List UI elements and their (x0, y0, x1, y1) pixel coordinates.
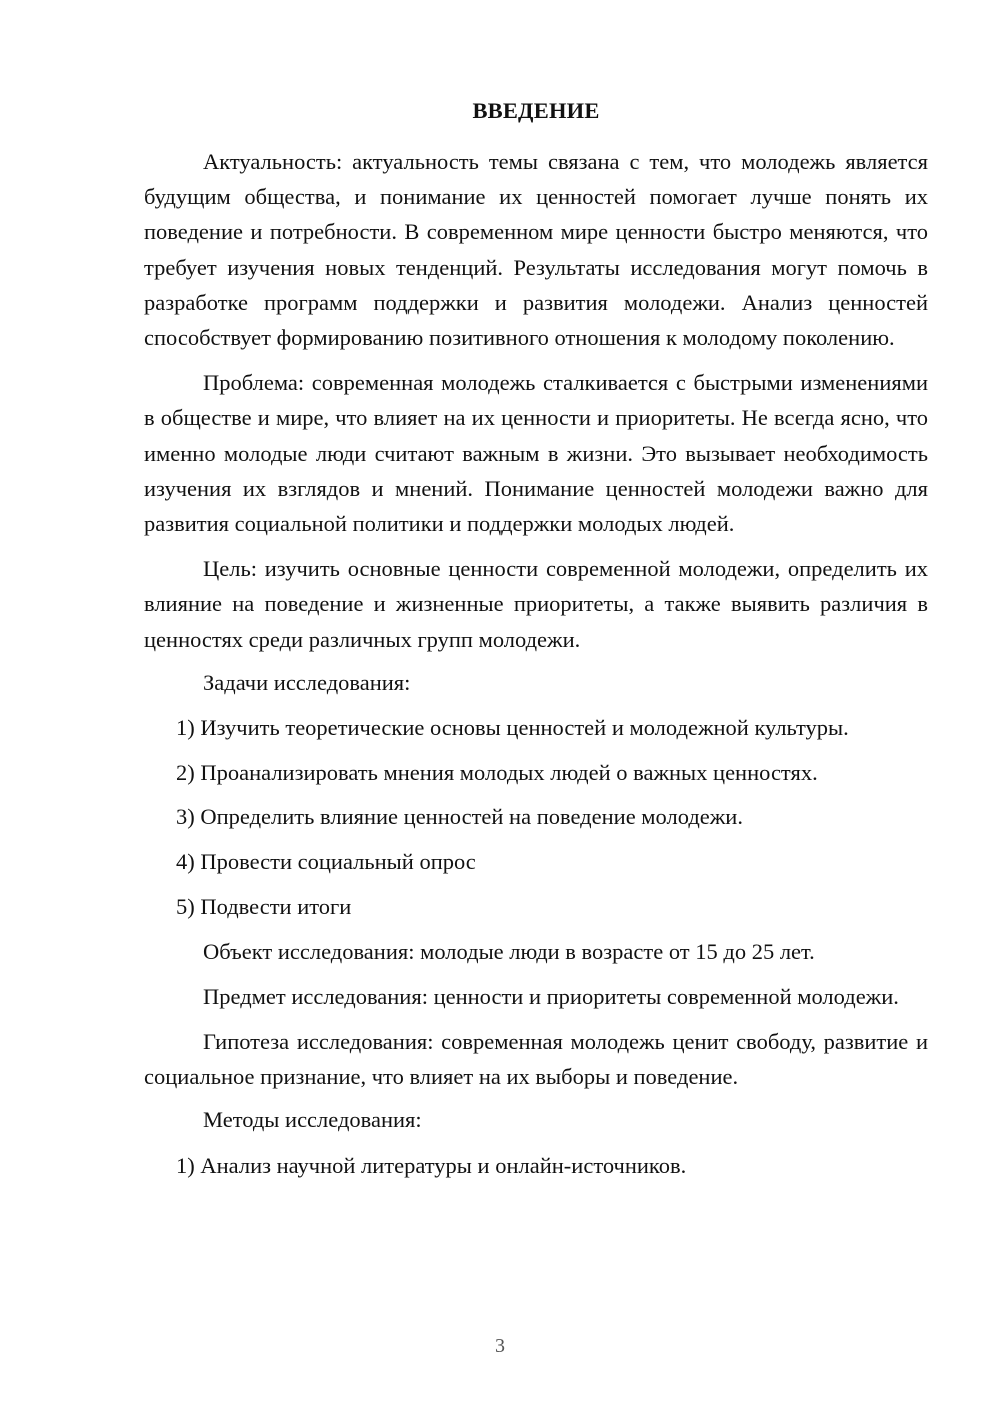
paragraph-hypothesis: Гипотеза исследования: современная молодежь ценит свободу, развитие и социальное признание, что влияет на их выборы и поведение. (144, 1028, 928, 1090)
task-item: 1) Изучить теоретические основы ценностей и молодежной культуры. (176, 715, 849, 741)
paragraph-relevance: Актуальность: актуальность темы связана с тем, что молодежь является будущим общества, и понимание их ценностей помогает лучше понять их поведение и потребности. В современном мире ценности быстро меняются, что требует изучения новых тенденций. Результаты исследования могут помочь в разработке программ поддержки и развития молодежи. Анализ ценностей способствует формированию позитивного отношения к молодому поколению. (144, 149, 928, 351)
task-item: 2) Проанализировать мнения молодых людей о важных ценностях. (176, 759, 818, 785)
page-heading: ВВЕДЕНИЕ (472, 98, 600, 123)
task-item: 3) Определить влияние ценностей на поведение молодежи. (176, 804, 743, 830)
paragraph-goal: Цель: изучить основные ценности современной молодежи, определить их влияние на поведение и жизненные приоритеты, а также выявить различия в ценностях среди различных групп молодежи. (144, 556, 928, 652)
page-content (144, 96, 928, 1192)
method-item: 1) Анализ научной литературы и онлайн-источников. (176, 1152, 687, 1178)
paragraph-subject: Предмет исследования: ценности и приоритеты современной молодежи. (203, 983, 899, 1009)
task-item: 5) Подвести итоги (176, 893, 352, 919)
tasks-title: Задачи исследования: (203, 669, 411, 695)
tasks-list (144, 710, 928, 924)
page-number: 3 (495, 1335, 505, 1357)
task-item: 4) Провести социальный опрос (176, 849, 476, 875)
paragraph-object: Объект исследования: молодые люди в возрасте от 15 до 25 лет. (203, 938, 815, 964)
paragraph-problem: Проблема: современная молодежь сталкивается с быстрыми изменениями в обществе и мире, что влияет на их ценности и приоритеты. Не всегда ясно, что именно молодые люди считают важным в жизни. Это вызывает необходимость изучения их взглядов и мнений. Понимание ценностей молодежи важно для развития социальной политики и поддержки молодых людей. (144, 370, 928, 537)
methods-title: Методы исследования: (203, 1107, 422, 1133)
methods-list (144, 1148, 928, 1183)
